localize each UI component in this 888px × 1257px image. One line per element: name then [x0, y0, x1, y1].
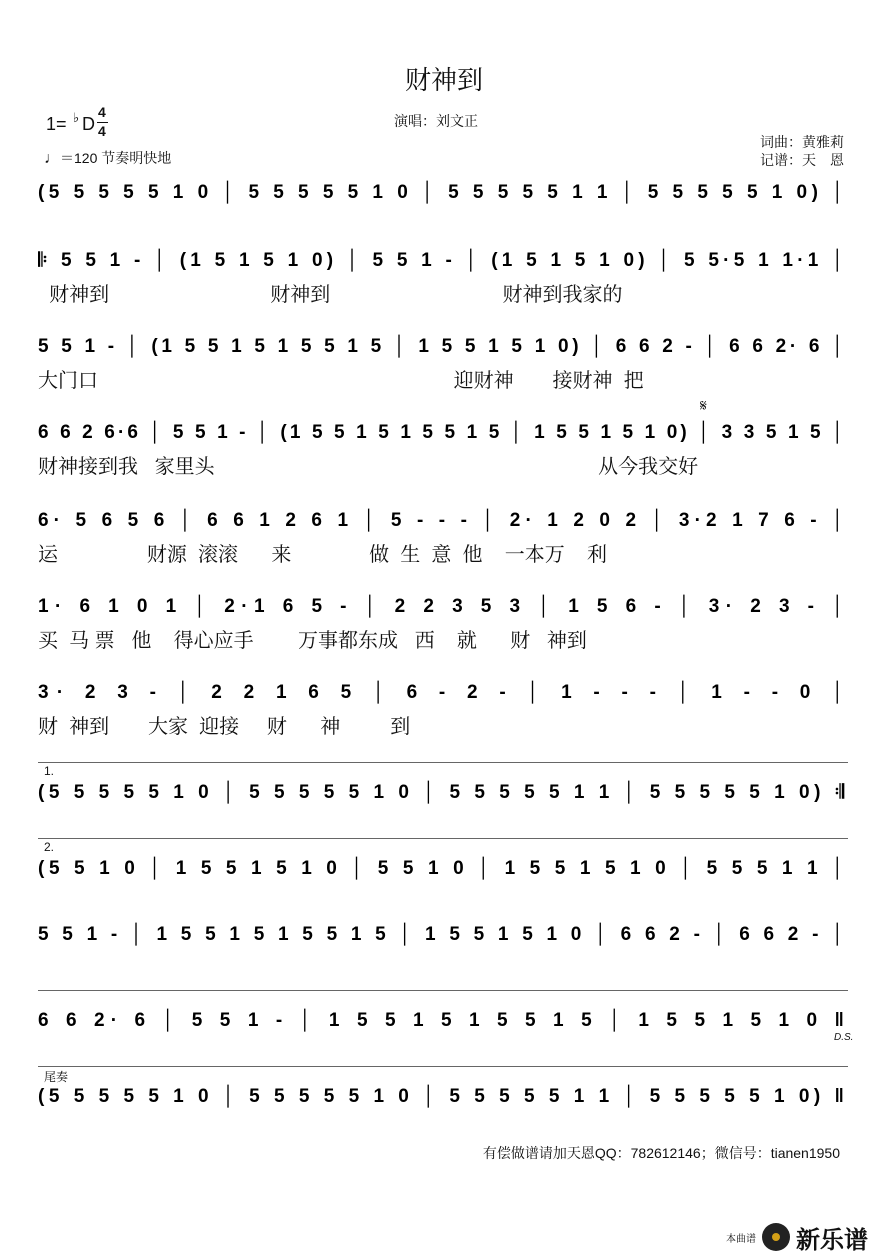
lyric-row: 运 财源 滚滚 来 做 生 意 他 一本万 利: [38, 544, 607, 566]
singer-credit: 演唱：刘文正: [394, 113, 478, 129]
ds-marking: D.S.: [834, 1032, 854, 1043]
notation-text: (5 5 5 5 5 1 0 │ 5 5 5 5 5 1 0 │ 5 5 5 5 5 1 1 │ 5 5 5 5 5 1 0) ‖: [38, 1086, 844, 1107]
notation-text: 5 5 1 - │ 1 5 5 1 5 1 5 5 1 5 │ 1 5 5 1 5 1 0 │ 6 6 2 - │ 6 6 2 - │: [38, 924, 844, 945]
brand-label: 本曲谱: [726, 1233, 756, 1245]
volta-2-bracket: [38, 838, 848, 839]
notation-row: [38, 676, 848, 706]
notation-row: [38, 590, 848, 620]
lyric-row: 财神接到我 家里头 从今我交好: [38, 456, 699, 478]
notation-row: [38, 918, 848, 948]
lyric-row: 财 神到 大家 迎接 财 神 到: [38, 716, 411, 738]
notation-row: [38, 504, 848, 534]
lyric-row: 财神到 财神到 财神到我家的: [38, 284, 623, 306]
notation-row: [38, 416, 848, 446]
notation-row: [38, 1004, 848, 1034]
quarter-note-icon: ♩: [44, 150, 60, 167]
notation-row: [38, 776, 848, 806]
contact-footer: 有偿做谱请加天恩QQ：782612146；微信号：tianen1950: [482, 1145, 840, 1161]
notation-text: (5 5 1 0 │ 1 5 5 1 5 1 0 │ 5 5 1 0 │ 1 5 5 1 5 1 0 │ 5 5 5 1 1 │: [38, 858, 844, 879]
brand-logo: [726, 1222, 868, 1252]
transcriber-credit: 记谱：天 恩: [760, 152, 844, 168]
notation-row: [38, 852, 848, 882]
notation-row: [38, 176, 848, 206]
notation-text: 3· 2 3 - │ 2 2 1 6 5 │ 6 - 2 - │ 1 - - - │ 1 - - 0 │: [38, 682, 844, 703]
notation-text: 6 6 2· 6 │ 5 5 1 - │ 1 5 5 1 5 1 5 5 1 5 │ 1 5 5 1 5 1 0 ‖: [38, 1010, 845, 1031]
volta-2-label: 2.: [44, 840, 55, 854]
vinyl-disc-icon: [762, 1223, 790, 1251]
score-title: 财神到: [404, 65, 483, 95]
volta-1-label: 1.: [44, 764, 55, 778]
volta-1-bracket: [38, 762, 848, 763]
outro-bracket: [38, 1066, 848, 1067]
notation-text: 𝄆 5 5 1 - │ (1 5 1 5 1 0) │ 5 5 1 - │ (1 5 1 5 1 0) │ 5 5·5 1 1·1 │: [38, 250, 845, 271]
coda-bracket: [38, 990, 848, 991]
notation-text: 6· 5 6 5 6 │ 6 6 1 2 6 1 │ 5 - - - │ 2· 1 2 0 2 │ 3·2 1 7 6 - │: [38, 510, 845, 531]
brand-name: 新乐谱: [796, 1226, 868, 1254]
notation-row: [38, 330, 848, 360]
outro-label: 尾奏: [44, 1070, 69, 1084]
notation-text: (5 5 5 5 5 1 0 │ 5 5 5 5 5 1 0 │ 5 5 5 5 5 1 1 │ 5 5 5 5 5 1 0) 𝄇: [38, 782, 844, 803]
notation-row: [38, 1080, 848, 1110]
notation-row: [38, 244, 848, 274]
lyric-row: 大门口 迎财神 接财神 把: [38, 370, 644, 392]
notation-text: 5 5 1 - │ (1 5 5 1 5 1 5 5 1 5 │ 1 5 5 1 5 1 0) │ 6 6 2 - │ 6 6 2· 6 │: [38, 336, 844, 357]
notation-text: (5 5 5 5 5 1 0 │ 5 5 5 5 5 1 0 │ 5 5 5 5 5 1 1 │ 5 5 5 5 5 1 0) │: [38, 182, 844, 203]
tempo-marking: ♩＝120 节奏明快地: [44, 150, 172, 167]
segno-sign: 𝄋: [700, 398, 707, 415]
lyricist-credit: 词曲：黄雅莉: [760, 134, 844, 150]
notation-text: 6 6 2 6·6 │ 5 5 1 - │ (1 5 5 1 5 1 5 5 1 5 │ 1 5 5 1 5 1 0) │ 3 3 5 1 5 │: [38, 422, 845, 443]
lyric-row: 买 马 票 他 得心应手 万事都东成 西 就 财 神到: [38, 630, 587, 652]
notation-text: 1· 6 1 0 1 │ 2·1 6 5 - │ 2 2 3 5 3 │ 1 5 6 - │ 3· 2 3 - │: [38, 596, 844, 617]
